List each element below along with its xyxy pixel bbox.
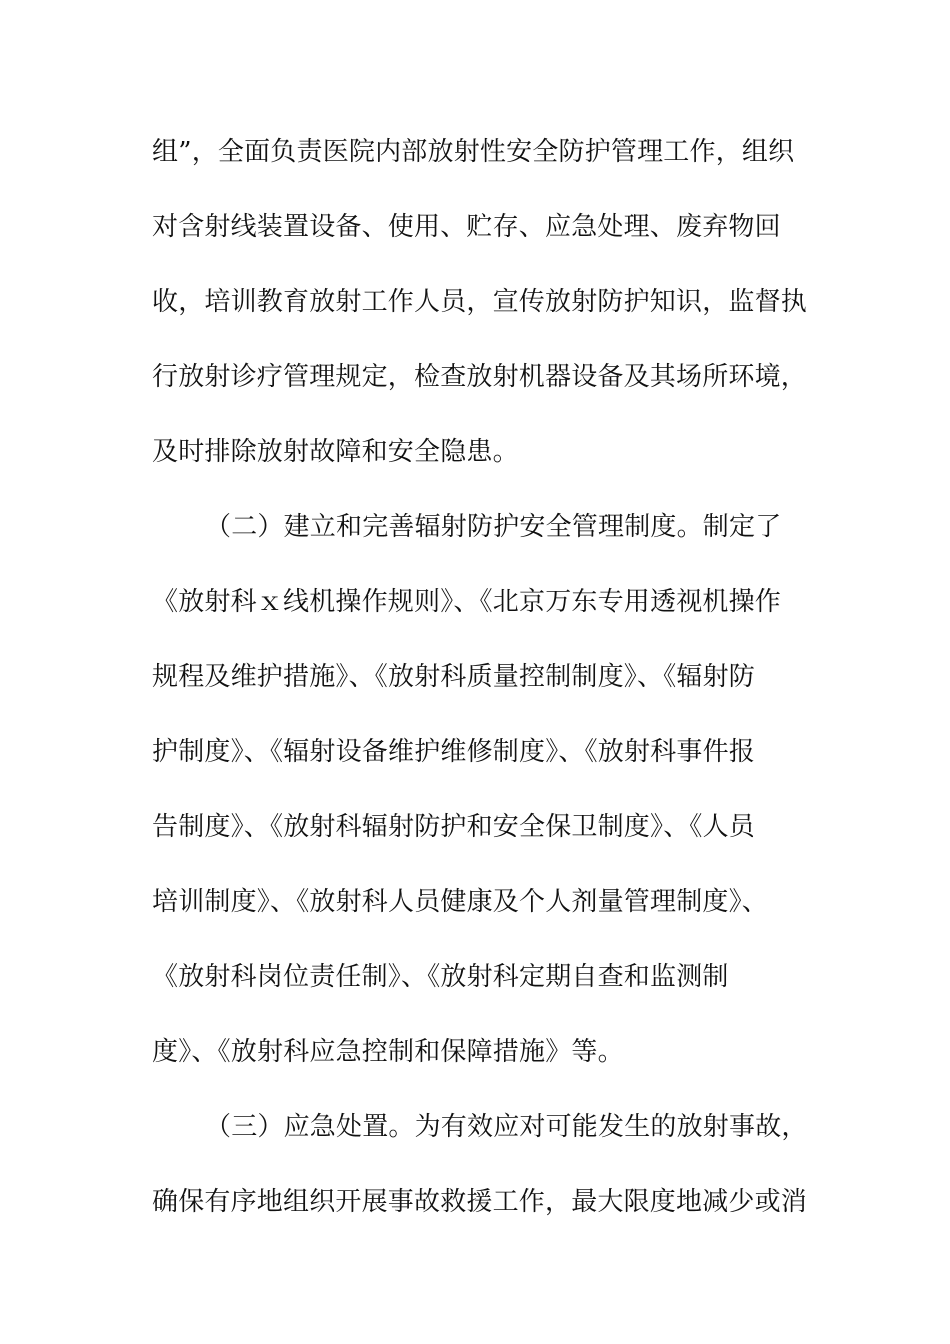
text-line: 行放射诊疗管理规定，检查放射机器设备及其场所环境， [152, 362, 808, 392]
text-line: 护制度》、《辐射设备维护维修制度》、《放射科事件报 [152, 737, 756, 767]
text-line: 《放射科ｘ线机操作规则》、《北京万东专用透视机操作 [152, 587, 782, 617]
text-line: 确保有序地组织开展事故救援工作，最大限度地减少或消 [152, 1187, 808, 1217]
text-line: 告制度》、《放射科辐射防护和安全保卫制度》、《人员 [152, 812, 756, 842]
text-line: 规程及维护措施》、《放射科质量控制制度》、《辐射防 [152, 662, 756, 692]
text-line: 培训制度》、《放射科人员健康及个人剂量管理制度》、 [152, 887, 769, 917]
text-line: 《放射科岗位责任制》、《放射科定期自查和监测制 [152, 962, 729, 992]
text-line: 及时排除放射故障和安全隐患。 [152, 437, 519, 467]
text-line: 度》、《放射科应急控制和保障措施》等。 [152, 1037, 624, 1067]
text-line: 组”，全面负责医院内部放射性安全防护管理工作，组织 [152, 137, 795, 167]
text-line: 收，培训教育放射工作人员，宣传放射防护知识，监督执 [152, 287, 808, 317]
paragraph-heading-line: （三）应急处置。为有效应对可能发生的放射事故， [205, 1112, 808, 1142]
paragraph-heading-line: （二）建立和完善辐射防护安全管理制度。制定了 [205, 512, 782, 542]
text-line: 对含射线装置设备、使用、贮存、应急处理、废弃物回 [152, 212, 781, 242]
